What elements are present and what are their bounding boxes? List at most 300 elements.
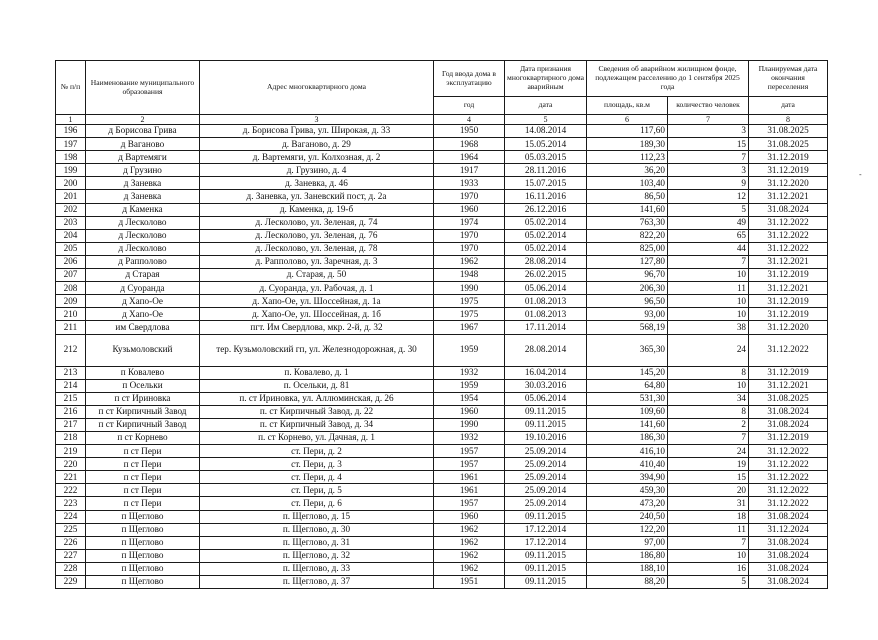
cell-address: д. Лесколово, ул. Зеленая, д. 78	[200, 242, 434, 255]
cell-municipality: д Ваганово	[86, 138, 200, 151]
cell-recognition-date: 15.07.2015	[505, 177, 587, 190]
cell-people: 10	[668, 549, 749, 562]
table-row	[56, 484, 828, 497]
table-row	[56, 334, 828, 366]
cell-municipality: п ст Пери	[86, 471, 200, 484]
cell-address: д. Каменка, д. 19-б	[200, 203, 434, 216]
cell-area: 410,40	[587, 458, 668, 471]
cell-area: 189,30	[587, 138, 668, 151]
table-body	[56, 125, 828, 589]
header-address: Адрес многоквартирного дома	[200, 61, 434, 115]
table-row	[56, 269, 828, 282]
cell-area: 825,00	[587, 242, 668, 255]
cell-recognition-date: 28.11.2016	[505, 164, 587, 177]
cell-people: 18	[668, 510, 749, 523]
cell-year: 1974	[434, 216, 505, 229]
cell-area: 141,60	[587, 203, 668, 216]
cell-address: д. Лесколово, ул. Зеленая, д. 74	[200, 216, 434, 229]
cell-number: 214	[56, 379, 86, 392]
cell-number: 217	[56, 418, 86, 431]
cell-number: 223	[56, 497, 86, 510]
cell-address: п. ст Ириновка, ул. Аллюминская, д. 26	[200, 392, 434, 405]
margin-mark: -	[859, 170, 862, 179]
cell-area: 93,00	[587, 308, 668, 321]
cell-number: 224	[56, 510, 86, 523]
cell-planned-date: 31.12.2020	[749, 321, 828, 334]
document-page	[55, 60, 828, 589]
table-row	[56, 431, 828, 444]
column-number: 3	[200, 115, 434, 125]
cell-planned-date: 31.08.2024	[749, 510, 828, 523]
table-header	[56, 61, 828, 125]
cell-address: д. Лесколово, ул. Зеленая, д. 76	[200, 229, 434, 242]
table-row	[56, 418, 828, 431]
cell-address: д. Хапо-Ое, ул. Шоссейная, д. 1а	[200, 295, 434, 308]
cell-number: 229	[56, 576, 86, 589]
cell-year: 1917	[434, 164, 505, 177]
cell-planned-date: 31.12.2021	[749, 190, 828, 203]
cell-address: д. Старая, д. 50	[200, 269, 434, 282]
cell-municipality: Кузьмоловский	[86, 334, 200, 366]
table-row	[56, 151, 828, 164]
column-number: 5	[505, 115, 587, 125]
cell-address: ст. Пери, д. 3	[200, 458, 434, 471]
cell-address: д. Заневка, д. 46	[200, 177, 434, 190]
cell-year: 1990	[434, 418, 505, 431]
cell-area: 103,40	[587, 177, 668, 190]
cell-municipality: п Осельки	[86, 379, 200, 392]
cell-recognition-date: 16.04.2014	[505, 366, 587, 379]
cell-planned-date: 31.12.2022	[749, 229, 828, 242]
cell-area: 459,30	[587, 484, 668, 497]
cell-number: 221	[56, 471, 86, 484]
cell-area: 188,10	[587, 562, 668, 575]
cell-year: 1957	[434, 497, 505, 510]
cell-municipality: п Ковалево	[86, 366, 200, 379]
subheader-people: количество человек	[668, 97, 749, 115]
cell-year: 1960	[434, 203, 505, 216]
cell-number: 219	[56, 445, 86, 458]
cell-number: 222	[56, 484, 86, 497]
subheader-planned-date: дата	[749, 97, 828, 115]
cell-people: 2	[668, 418, 749, 431]
cell-recognition-date: 09.11.2015	[505, 549, 587, 562]
table-row	[56, 125, 828, 138]
cell-area: 64,80	[587, 379, 668, 392]
cell-recognition-date: 26.12.2016	[505, 203, 587, 216]
table-row	[56, 497, 828, 510]
cell-year: 1975	[434, 308, 505, 321]
cell-recognition-date: 01.08.2013	[505, 308, 587, 321]
cell-planned-date: 31.12.2024	[749, 523, 828, 536]
table-row	[56, 229, 828, 242]
header-municipality: Наименование муниципального образования	[86, 61, 200, 115]
cell-year: 1962	[434, 255, 505, 268]
cell-municipality: д Лесколово	[86, 242, 200, 255]
cell-municipality: д Хапо-Ое	[86, 308, 200, 321]
cell-address: д. Борисова Грива, ул. Широкая, д. 33	[200, 125, 434, 138]
table-row	[56, 510, 828, 523]
cell-recognition-date: 05.02.2014	[505, 229, 587, 242]
cell-recognition-date: 05.02.2014	[505, 242, 587, 255]
cell-people: 34	[668, 392, 749, 405]
table-row	[56, 282, 828, 295]
cell-planned-date: 31.12.2022	[749, 471, 828, 484]
cell-planned-date: 31.08.2025	[749, 138, 828, 151]
cell-area: 141,60	[587, 418, 668, 431]
cell-planned-date: 31.12.2022	[749, 334, 828, 366]
header-recognition-date: Дата признания многоквартирного дома аварийным	[505, 61, 587, 97]
cell-planned-date: 31.12.2021	[749, 255, 828, 268]
cell-area: 112,23	[587, 151, 668, 164]
cell-address: д. Ваганово, д. 29	[200, 138, 434, 151]
cell-planned-date: 31.08.2024	[749, 405, 828, 418]
cell-recognition-date: 09.11.2015	[505, 405, 587, 418]
cell-address: п. Щеглово, д. 15	[200, 510, 434, 523]
cell-number: 211	[56, 321, 86, 334]
cell-address: п. Щеглово, д. 32	[200, 549, 434, 562]
cell-year: 1957	[434, 458, 505, 471]
column-number: 1	[56, 115, 86, 125]
cell-year: 1970	[434, 190, 505, 203]
cell-people: 15	[668, 138, 749, 151]
cell-number: 218	[56, 431, 86, 444]
cell-people: 7	[668, 151, 749, 164]
table-row	[56, 576, 828, 589]
cell-recognition-date: 28.08.2014	[505, 334, 587, 366]
cell-year: 1967	[434, 321, 505, 334]
cell-planned-date: 31.08.2024	[749, 576, 828, 589]
column-number: 4	[434, 115, 505, 125]
cell-people: 3	[668, 125, 749, 138]
cell-year: 1951	[434, 576, 505, 589]
table-row	[56, 242, 828, 255]
cell-area: 365,30	[587, 334, 668, 366]
cell-area: 96,70	[587, 269, 668, 282]
cell-people: 20	[668, 484, 749, 497]
cell-area: 206,30	[587, 282, 668, 295]
cell-municipality: п Щеглово	[86, 562, 200, 575]
table-row	[56, 523, 828, 536]
cell-people: 11	[668, 282, 749, 295]
cell-planned-date: 31.08.2024	[749, 536, 828, 549]
cell-recognition-date: 25.09.2014	[505, 497, 587, 510]
cell-year: 1960	[434, 405, 505, 418]
cell-municipality: п Щеглово	[86, 510, 200, 523]
cell-year: 1962	[434, 523, 505, 536]
cell-planned-date: 31.12.2019	[749, 151, 828, 164]
cell-area: 568,19	[587, 321, 668, 334]
cell-address: п. Осельки, д. 81	[200, 379, 434, 392]
cell-people: 44	[668, 242, 749, 255]
cell-year: 1970	[434, 229, 505, 242]
cell-year: 1990	[434, 282, 505, 295]
cell-year: 1932	[434, 431, 505, 444]
column-number-row	[56, 115, 828, 125]
table-row	[56, 203, 828, 216]
cell-address: пгт. Им Свердлова, мкр. 2-й, д. 32	[200, 321, 434, 334]
cell-planned-date: 31.12.2019	[749, 164, 828, 177]
cell-area: 394,90	[587, 471, 668, 484]
cell-area: 240,50	[587, 510, 668, 523]
cell-address: д. Рапполово, ул. Заречная, д. 3	[200, 255, 434, 268]
cell-people: 65	[668, 229, 749, 242]
cell-planned-date: 31.12.2022	[749, 484, 828, 497]
table-row	[56, 379, 828, 392]
cell-recognition-date: 17.12.2014	[505, 536, 587, 549]
cell-number: 208	[56, 282, 86, 295]
cell-area: 109,60	[587, 405, 668, 418]
cell-address: ст. Пери, д. 6	[200, 497, 434, 510]
cell-recognition-date: 05.02.2014	[505, 216, 587, 229]
cell-area: 117,60	[587, 125, 668, 138]
cell-year: 1961	[434, 484, 505, 497]
header-year: Год ввода дома в эксплуатацию	[434, 61, 505, 97]
cell-area: 97,00	[587, 536, 668, 549]
table-row	[56, 536, 828, 549]
cell-planned-date: 31.08.2025	[749, 392, 828, 405]
cell-recognition-date: 01.08.2013	[505, 295, 587, 308]
cell-number: 213	[56, 366, 86, 379]
table-row	[56, 366, 828, 379]
cell-number: 201	[56, 190, 86, 203]
housing-table	[55, 60, 828, 589]
cell-people: 7	[668, 536, 749, 549]
cell-number: 212	[56, 334, 86, 366]
cell-area: 763,30	[587, 216, 668, 229]
cell-people: 7	[668, 431, 749, 444]
cell-recognition-date: 05.06.2014	[505, 282, 587, 295]
cell-address: д. Вартемяги, ул. Колхозная, д. 2	[200, 151, 434, 164]
cell-number: 203	[56, 216, 86, 229]
cell-address: п. ст Корнево, ул. Дачная, д. 1	[200, 431, 434, 444]
cell-planned-date: 31.12.2022	[749, 497, 828, 510]
cell-year: 1957	[434, 445, 505, 458]
cell-people: 10	[668, 308, 749, 321]
table-row	[56, 190, 828, 203]
cell-municipality: д Заневка	[86, 190, 200, 203]
cell-planned-date: 31.12.2022	[749, 458, 828, 471]
table-row	[56, 445, 828, 458]
cell-recognition-date: 09.11.2015	[505, 418, 587, 431]
cell-address: п. Щеглово, д. 37	[200, 576, 434, 589]
cell-recognition-date: 30.03.2016	[505, 379, 587, 392]
cell-number: 228	[56, 562, 86, 575]
cell-people: 38	[668, 321, 749, 334]
cell-number: 209	[56, 295, 86, 308]
cell-number: 202	[56, 203, 86, 216]
cell-year: 1959	[434, 334, 505, 366]
cell-people: 9	[668, 177, 749, 190]
cell-area: 186,80	[587, 549, 668, 562]
cell-year: 1962	[434, 562, 505, 575]
cell-people: 49	[668, 216, 749, 229]
cell-area: 86,50	[587, 190, 668, 203]
table-row	[56, 164, 828, 177]
column-number: 6	[587, 115, 668, 125]
cell-year: 1964	[434, 151, 505, 164]
cell-address: п. Щеглово, д. 31	[200, 536, 434, 549]
cell-year: 1960	[434, 510, 505, 523]
cell-municipality: д Лесколово	[86, 229, 200, 242]
cell-planned-date: 31.12.2019	[749, 431, 828, 444]
column-number: 7	[668, 115, 749, 125]
cell-year: 1968	[434, 138, 505, 151]
cell-number: 196	[56, 125, 86, 138]
cell-municipality: п Щеглово	[86, 576, 200, 589]
table-row	[56, 138, 828, 151]
cell-number: 226	[56, 536, 86, 549]
cell-municipality: п ст Ириновка	[86, 392, 200, 405]
cell-recognition-date: 17.11.2014	[505, 321, 587, 334]
cell-municipality: п Щеглово	[86, 536, 200, 549]
cell-area: 127,80	[587, 255, 668, 268]
cell-planned-date: 31.12.2019	[749, 295, 828, 308]
cell-area: 822,20	[587, 229, 668, 242]
cell-number: 198	[56, 151, 86, 164]
cell-people: 7	[668, 255, 749, 268]
cell-number: 204	[56, 229, 86, 242]
cell-municipality: д Борисова Грива	[86, 125, 200, 138]
cell-municipality: д Суоранда	[86, 282, 200, 295]
cell-recognition-date: 19.10.2016	[505, 431, 587, 444]
cell-municipality: п ст Кирпичный Завод	[86, 405, 200, 418]
cell-municipality: д Каменка	[86, 203, 200, 216]
cell-recognition-date: 16.11.2016	[505, 190, 587, 203]
cell-recognition-date: 09.11.2015	[505, 562, 587, 575]
table-row	[56, 405, 828, 418]
cell-municipality: д Старая	[86, 269, 200, 282]
cell-recognition-date: 05.06.2014	[505, 392, 587, 405]
cell-recognition-date: 25.09.2014	[505, 445, 587, 458]
cell-address: тер. Кузьмоловский гп, ул. Железнодорожная, д. 30	[200, 334, 434, 366]
cell-year: 1975	[434, 295, 505, 308]
cell-number: 207	[56, 269, 86, 282]
cell-municipality: д Вартемяги	[86, 151, 200, 164]
cell-people: 11	[668, 523, 749, 536]
header-emergency-info: Сведения об аварийном жилищном фонде, подлежащем расселению до 1 сентября 2025 года	[587, 61, 749, 97]
cell-recognition-date: 28.08.2014	[505, 255, 587, 268]
cell-number: 205	[56, 242, 86, 255]
cell-address: п. Щеглово, д. 33	[200, 562, 434, 575]
table-row	[56, 177, 828, 190]
cell-planned-date: 31.08.2024	[749, 562, 828, 575]
cell-planned-date: 31.12.2021	[749, 379, 828, 392]
cell-people: 15	[668, 471, 749, 484]
cell-area: 122,20	[587, 523, 668, 536]
cell-planned-date: 31.08.2024	[749, 418, 828, 431]
cell-address: п. ст Кирпичный Завод, д. 22	[200, 405, 434, 418]
cell-municipality: им Свердлова	[86, 321, 200, 334]
cell-address: д. Заневка, ул. Заневский пост, д. 2а	[200, 190, 434, 203]
cell-municipality: п ст Пери	[86, 458, 200, 471]
cell-planned-date: 31.12.2019	[749, 269, 828, 282]
cell-area: 145,20	[587, 366, 668, 379]
cell-people: 12	[668, 190, 749, 203]
cell-area: 531,30	[587, 392, 668, 405]
table-row	[56, 255, 828, 268]
cell-address: д. Суоранда, ул. Рабочая, д. 1	[200, 282, 434, 295]
cell-year: 1933	[434, 177, 505, 190]
cell-address: п. ст Кирпичный Завод, д. 34	[200, 418, 434, 431]
cell-people: 10	[668, 269, 749, 282]
table-row	[56, 308, 828, 321]
cell-area: 473,20	[587, 497, 668, 510]
cell-recognition-date: 25.09.2014	[505, 471, 587, 484]
cell-year: 1948	[434, 269, 505, 282]
cell-planned-date: 31.12.2020	[749, 177, 828, 190]
column-number: 8	[749, 115, 828, 125]
cell-people: 19	[668, 458, 749, 471]
cell-people: 10	[668, 295, 749, 308]
table-row	[56, 458, 828, 471]
table-row	[56, 216, 828, 229]
cell-municipality: д Рапполово	[86, 255, 200, 268]
cell-area: 416,10	[587, 445, 668, 458]
cell-people: 3	[668, 164, 749, 177]
cell-address: ст. Пери, д. 2	[200, 445, 434, 458]
cell-recognition-date: 15.05.2014	[505, 138, 587, 151]
cell-year: 1962	[434, 549, 505, 562]
column-number: 2	[86, 115, 200, 125]
cell-number: 199	[56, 164, 86, 177]
table-row	[56, 295, 828, 308]
cell-people: 5	[668, 576, 749, 589]
cell-municipality: п ст Пери	[86, 484, 200, 497]
cell-planned-date: 31.12.2022	[749, 445, 828, 458]
cell-people: 10	[668, 379, 749, 392]
cell-people: 31	[668, 497, 749, 510]
table-row	[56, 549, 828, 562]
cell-people: 24	[668, 445, 749, 458]
cell-year: 1950	[434, 125, 505, 138]
cell-municipality: п Щеглово	[86, 549, 200, 562]
cell-planned-date: 31.08.2024	[749, 203, 828, 216]
header-planned-date: Планируемая дата окончания переселения	[749, 61, 828, 97]
cell-number: 206	[56, 255, 86, 268]
cell-recognition-date: 05.03.2015	[505, 151, 587, 164]
cell-number: 227	[56, 549, 86, 562]
subheader-area: площадь, кв.м	[587, 97, 668, 115]
cell-municipality: д Лесколово	[86, 216, 200, 229]
cell-address: п. Щеглово, д. 30	[200, 523, 434, 536]
table-row	[56, 321, 828, 334]
cell-number: 215	[56, 392, 86, 405]
cell-municipality: п ст Пери	[86, 445, 200, 458]
cell-people: 16	[668, 562, 749, 575]
subheader-year: год	[434, 97, 505, 115]
cell-municipality: п ст Кирпичный Завод	[86, 418, 200, 431]
cell-area: 88,20	[587, 576, 668, 589]
cell-planned-date: 31.12.2022	[749, 242, 828, 255]
cell-planned-date: 31.12.2019	[749, 366, 828, 379]
cell-number: 210	[56, 308, 86, 321]
cell-address: п. Ковалево, д. 1	[200, 366, 434, 379]
cell-year: 1932	[434, 366, 505, 379]
cell-people: 24	[668, 334, 749, 366]
cell-area: 96,50	[587, 295, 668, 308]
cell-recognition-date: 26.02.2015	[505, 269, 587, 282]
cell-people: 5	[668, 203, 749, 216]
cell-municipality: п ст Пери	[86, 497, 200, 510]
cell-recognition-date: 09.11.2015	[505, 510, 587, 523]
cell-area: 186,30	[587, 431, 668, 444]
cell-municipality: д Заневка	[86, 177, 200, 190]
cell-year: 1961	[434, 471, 505, 484]
cell-recognition-date: 25.09.2014	[505, 458, 587, 471]
header-num: № п/п	[56, 61, 86, 115]
cell-number: 200	[56, 177, 86, 190]
